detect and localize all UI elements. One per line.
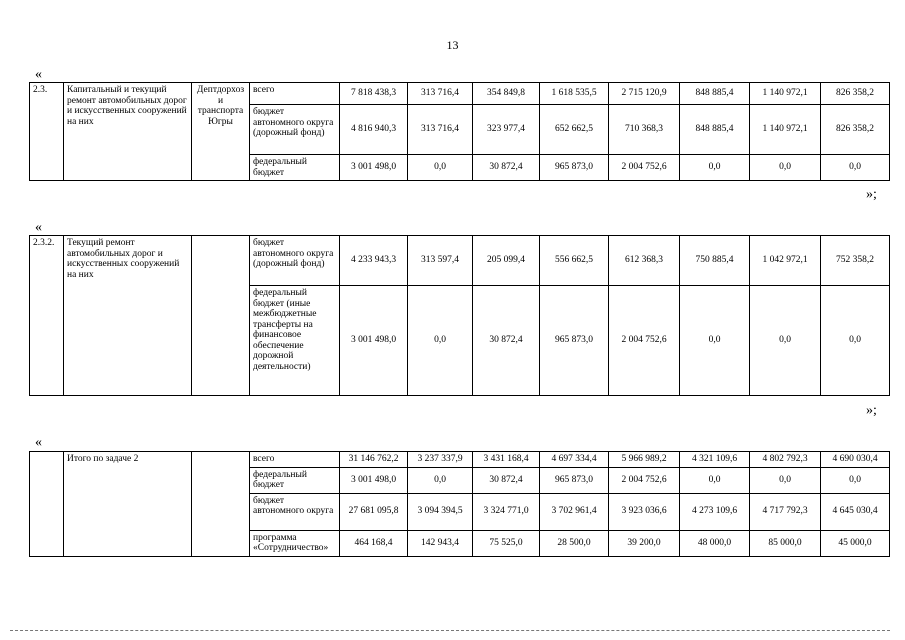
value-cell: 4 802 792,3 [750, 452, 821, 468]
funding-source: программа «Сотрудничество» [250, 530, 340, 556]
close-quote-2: »; [866, 403, 877, 418]
value-cell: 750 885,4 [680, 236, 750, 286]
value-cell: 3 702 961,4 [540, 493, 609, 530]
value-cell: 0,0 [408, 155, 473, 181]
scan-artifact-line [10, 630, 890, 632]
value-cell: 0,0 [680, 155, 750, 181]
value-cell: 1 618 535,5 [540, 83, 609, 105]
value-cell: 31 146 762,2 [340, 452, 408, 468]
value-cell: 4 690 030,4 [821, 452, 890, 468]
value-cell: 1 042 972,1 [750, 236, 821, 286]
value-cell: 0,0 [680, 286, 750, 396]
funding-source: всего [250, 452, 340, 468]
value-cell: 75 525,0 [473, 530, 540, 556]
value-cell: 0,0 [750, 155, 821, 181]
value-cell: 826 358,2 [821, 83, 890, 105]
value-cell: 848 885,4 [680, 83, 750, 105]
row-code: 2.3. [30, 83, 64, 181]
value-cell: 556 662,5 [540, 236, 609, 286]
value-cell: 205 099,4 [473, 236, 540, 286]
row-name: Итого по задаче 2 [64, 452, 192, 557]
funding-source: федеральный бюджет (иные межбюджетные трансферты на финансовое обеспечение дорожной деятельности) [250, 286, 340, 396]
value-cell: 464 168,4 [340, 530, 408, 556]
value-cell: 0,0 [680, 467, 750, 493]
value-cell: 0,0 [821, 286, 890, 396]
value-cell: 2 715 120,9 [609, 83, 680, 105]
table-2-3 [29, 82, 890, 181]
value-cell: 3 431 168,4 [473, 452, 540, 468]
value-cell: 30 872,4 [473, 155, 540, 181]
value-cell: 323 977,4 [473, 105, 540, 155]
value-cell: 313 597,4 [408, 236, 473, 286]
value-cell: 142 943,4 [408, 530, 473, 556]
value-cell: 965 873,0 [540, 467, 609, 493]
value-cell: 39 200,0 [609, 530, 680, 556]
table-row [30, 236, 890, 286]
funding-source: федеральный бюджет [250, 467, 340, 493]
value-cell: 30 872,4 [473, 467, 540, 493]
value-cell: 848 885,4 [680, 105, 750, 155]
row-code: 2.3.2. [30, 236, 64, 396]
value-cell: 2 004 752,6 [609, 467, 680, 493]
funding-source: бюджет автономного округа (дорожный фонд) [250, 105, 340, 155]
row-name: Капитальный и текущий ремонт автомобильных дорог и искусственных сооружений на них [64, 83, 192, 181]
value-cell: 4 816 940,3 [340, 105, 408, 155]
value-cell: 5 966 989,2 [609, 452, 680, 468]
value-cell: 612 368,3 [609, 236, 680, 286]
open-quote-2: « [35, 220, 42, 235]
close-quote-1: »; [866, 187, 877, 202]
value-cell: 45 000,0 [821, 530, 890, 556]
value-cell: 965 873,0 [540, 286, 609, 396]
value-cell: 752 358,2 [821, 236, 890, 286]
value-cell: 27 681 095,8 [340, 493, 408, 530]
value-cell: 652 662,5 [540, 105, 609, 155]
value-cell: 313 716,4 [408, 83, 473, 105]
value-cell: 4 273 109,6 [680, 493, 750, 530]
value-cell: 0,0 [750, 286, 821, 396]
row-name: Текущий ремонт автомобильных дорог и искусственных сооружений на них [64, 236, 192, 396]
value-cell: 48 000,0 [680, 530, 750, 556]
table-body [30, 83, 890, 181]
table-body [30, 452, 890, 557]
value-cell: 0,0 [408, 467, 473, 493]
value-cell: 0,0 [821, 155, 890, 181]
table-total-task-2 [29, 451, 890, 557]
value-cell: 3 094 394,5 [408, 493, 473, 530]
funding-source: бюджет автономного округа (дорожный фонд) [250, 236, 340, 286]
funding-source: всего [250, 83, 340, 105]
page-number: 13 [446, 38, 459, 52]
value-cell: 30 872,4 [473, 286, 540, 396]
value-cell: 2 004 752,6 [609, 286, 680, 396]
value-cell: 3 923 036,6 [609, 493, 680, 530]
value-cell: 0,0 [408, 286, 473, 396]
row-executor [192, 452, 250, 557]
table-2-3-2 [29, 235, 890, 396]
value-cell: 4 233 943,3 [340, 236, 408, 286]
value-cell: 3 001 498,0 [340, 467, 408, 493]
funding-source: федеральный бюджет [250, 155, 340, 181]
value-cell: 710 368,3 [609, 105, 680, 155]
value-cell: 4 717 792,3 [750, 493, 821, 530]
value-cell: 0,0 [750, 467, 821, 493]
table-row [30, 83, 890, 105]
funding-source: бюджет автономного округа [250, 493, 340, 530]
value-cell: 4 321 109,6 [680, 452, 750, 468]
row-executor: Дептдорхоз и транспорта Югры [192, 83, 250, 181]
value-cell: 354 849,8 [473, 83, 540, 105]
value-cell: 7 818 438,3 [340, 83, 408, 105]
table-row [30, 452, 890, 468]
value-cell: 3 237 337,9 [408, 452, 473, 468]
value-cell: 4 645 030,4 [821, 493, 890, 530]
value-cell: 3 324 771,0 [473, 493, 540, 530]
value-cell: 28 500,0 [540, 530, 609, 556]
value-cell: 3 001 498,0 [340, 286, 408, 396]
value-cell: 965 873,0 [540, 155, 609, 181]
value-cell: 826 358,2 [821, 105, 890, 155]
value-cell: 1 140 972,1 [750, 83, 821, 105]
value-cell: 2 004 752,6 [609, 155, 680, 181]
value-cell: 4 697 334,4 [540, 452, 609, 468]
table-body [30, 236, 890, 396]
open-quote-1: « [35, 67, 42, 82]
open-quote-3: « [35, 435, 42, 450]
value-cell: 1 140 972,1 [750, 105, 821, 155]
row-executor [192, 236, 250, 396]
value-cell: 0,0 [821, 467, 890, 493]
value-cell: 85 000,0 [750, 530, 821, 556]
value-cell: 313 716,4 [408, 105, 473, 155]
value-cell: 3 001 498,0 [340, 155, 408, 181]
row-code [30, 452, 64, 557]
